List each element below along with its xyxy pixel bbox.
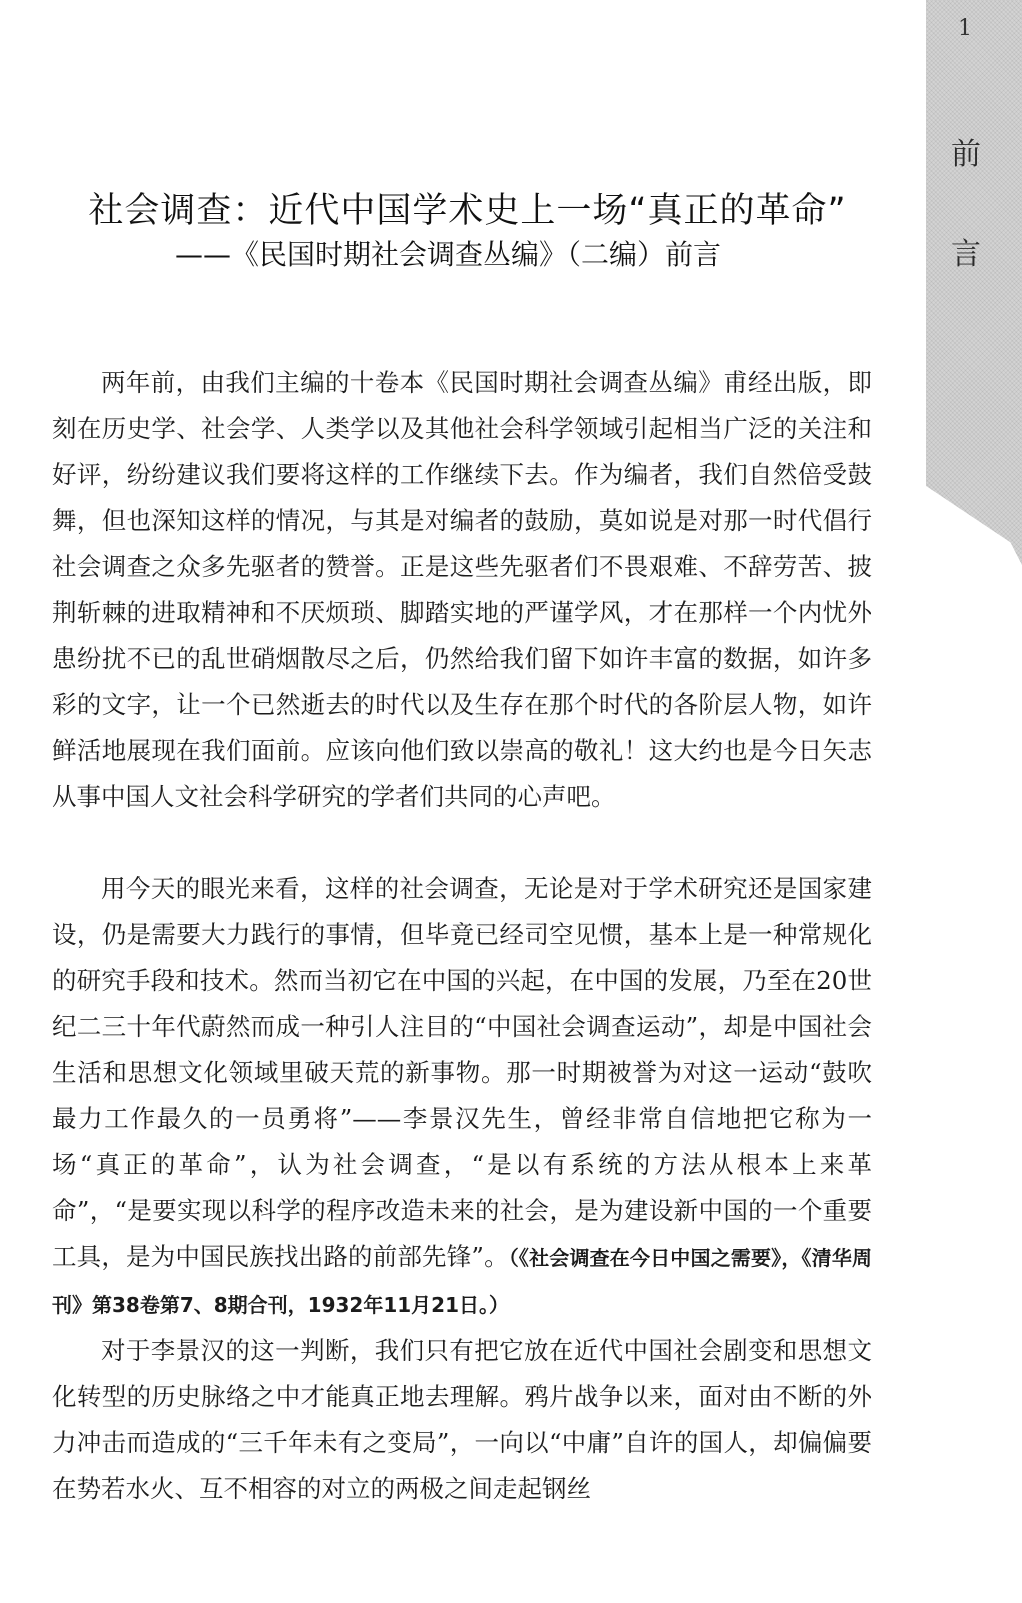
page-title: 社会调查：近代中国学术史上一场“真正的革命” [88, 191, 847, 231]
chapter-tab-label [946, 105, 986, 305]
paragraph-2 [52, 866, 872, 1328]
paragraph-gap [52, 820, 872, 866]
citation-note: （《社会调查在今日中国之需要》，《清华周刊》第38卷第7、8期合刊，1932年11月21日。） [52, 1246, 872, 1317]
paragraph-2-text: 用今天的眼光来看，这样的社会调查，无论是对于学术研究还是国家建设，仍是需要大力践行的事情，但毕竟已经司空见惯，基本上是一种常规化的研究手段和技术。然而当初它在中国的兴起，在中国的发展，乃至在20世纪二三十年代蔚然而成一种引人注目的“中国社会调查运动”，却是中国社会生活和思想文化领域里破天荒的新事物。那一时期被誉为对这一运动“鼓吹最力工作最久的一员勇将”——李景汉先生，曾经非常自信地把它称为一场“真正的革命”，认为社会调查，“是以有系统的方法从根本上来革命”，“是要实现以科学的程序改造未来的社会，是为建设新中国的一个重要工具，是为中国民族找出路的前部先锋”。 [52, 874, 872, 1271]
tab-char-2: 言 [951, 237, 981, 272]
tab-char-1: 前 [951, 137, 981, 172]
page-subtitle: ——《民国时期社会调查丛编》（二编）前言 [175, 238, 722, 271]
paragraph-1: 两年前，由我们主编的十卷本《民国时期社会调查丛编》甫经出版，即刻在历史学、社会学、人类学以及其他社会科学领域引起相当广泛的关注和好评，纷纷建议我们要将这样的工作继续下去。作为编者，我们自然倍受鼓舞，但也深知这样的情况，与其是对编者的鼓励，莫如说是对那一时代倡行社会调查之众多先驱者的赞誉。正是这些先驱者们不畏艰难、不辞劳苦、披荆斩棘的进取精神和不厌烦琐、脚踏实地的严谨学风，才在那样一个内忧外患纷扰不已的乱世硝烟散尽之后，仍然给我们留下如许丰富的数据，如许多彩的文字，让一个已然逝去的时代以及生存在那个时代的各阶层人物，如许鲜活地展现在我们面前。应该向他们致以崇高的敬礼！这大约也是今日矢志从事中国人文社会科学研究的学者们共同的心声吧。 [52, 368, 872, 811]
paragraph-3: 对于李景汉的这一判断，我们只有把它放在近代中国社会剧变和思想文化转型的历史脉络之中才能真正地去理解。鸦片战争以来，面对由不断的外力冲击而造成的“三千年未有之变局”，一向以“中庸”自许的国人，却偏偏要在势若水火、互不相容的对立的两极之间走起钢丝 [52, 1336, 872, 1503]
page-number: 1 [958, 16, 972, 41]
body-text [52, 360, 872, 1512]
